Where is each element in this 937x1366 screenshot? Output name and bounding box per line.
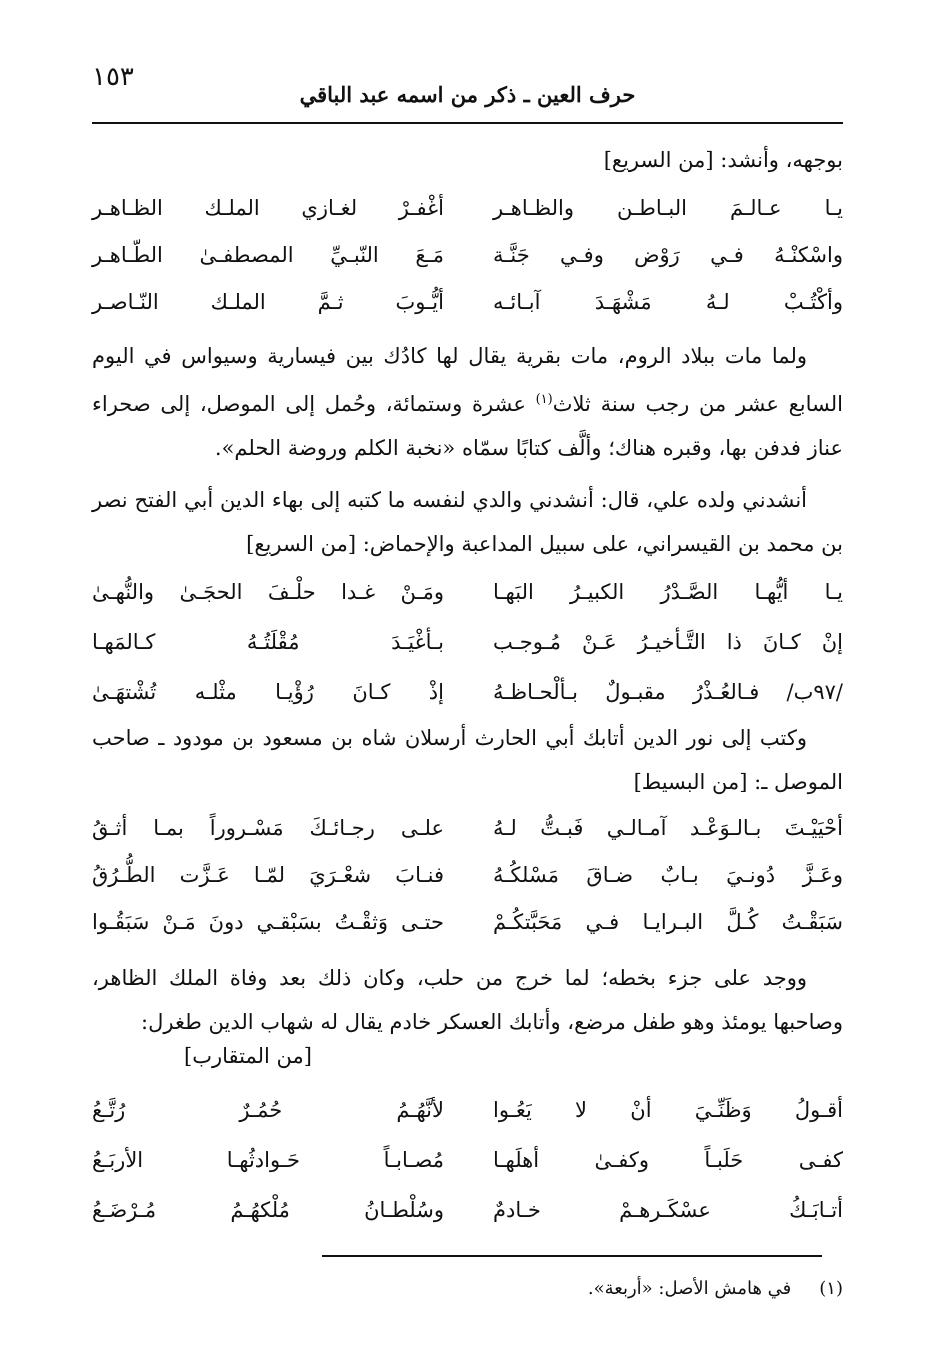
verse-line xyxy=(92,670,843,714)
paragraph-text: ولما مات ببلاد الروم، مات بقرية يقال لها كادُك بين فيسارية وسيواس في اليوم السابع عشر من رجب سنة ثلاث xyxy=(92,344,843,416)
verse-first-hemistich: كفـى حَلَبـاً وكفـىٰ أهلَهـا xyxy=(493,1148,843,1172)
verse-line xyxy=(92,1188,843,1232)
paragraph-text: أنشدني ولده علي، قال: أنشدني والدي لنفسه ما كتبه إلى بهاء الدين أبي الفتح نصر بن محمد بن القيسراني، على سبيل المداعبة والإحماض: xyxy=(92,488,843,556)
poem-1 xyxy=(92,186,843,324)
verse-line xyxy=(92,853,843,897)
footnote xyxy=(588,1274,843,1304)
verse-second-hemistich: مَـعَ النّبـيِّ المصطفـىٰ الطّـاهـر xyxy=(92,243,444,267)
verse-line xyxy=(92,233,843,277)
paragraph-death xyxy=(92,334,843,470)
meter-label: [من السريع] xyxy=(603,148,714,172)
meter-label: [من السريع] xyxy=(246,532,357,556)
footnote-number: (١) xyxy=(819,1278,843,1299)
verse-line xyxy=(92,280,843,324)
meter-label: [من البسيط] xyxy=(633,770,748,794)
page-number: ١٥٣ xyxy=(92,62,134,92)
footnote-reference: (١) xyxy=(535,392,553,407)
paragraph-recitation xyxy=(92,478,843,566)
verse-line xyxy=(92,570,843,614)
verse-second-hemistich: حتـى وَثقْـتُ بسَبْقـي دونَ مَـنْ سَبَقُـوا xyxy=(92,910,444,934)
verse-first-hemistich: إنْ كـانَ ذا التَّـأخيـرُ عَـنْ مُـوجـب xyxy=(493,630,843,654)
verse-first-hemistich: واسْكنْـهُ فـي رَوْض وفـي جَنَّـة xyxy=(493,243,843,267)
verse-second-hemistich: مُصـابـاً حَـوادثُهـا الأربَـعُ xyxy=(92,1148,444,1172)
paragraph-text: وكتب إلى نور الدين أتابك أبي الحارث أرسلان شاه بن مسعود بن مودود ـ صاحب الموصل ـ: xyxy=(92,726,843,794)
verse-line xyxy=(92,806,843,850)
verse-second-hemistich: إذْ كـانَ رُؤْيـا مثْلـه تُشْتهَـىٰ xyxy=(92,680,444,704)
verse-line xyxy=(92,1138,843,1182)
verse-first-hemistich: يـا أيُّهـا الصَّـدْرُ الكبيـرُ البَهـا xyxy=(493,580,843,604)
verse-first-hemistich: أحْيَيْـتَ بـالـوَعْـد آمـالـي فَبـتُّ لـهُ xyxy=(493,816,843,840)
verse-line xyxy=(92,900,843,944)
verse-first-hemistich: سَبَقْـتُ كُـلَّ البـرايـا فـي مَحَبَّتكُـمْ xyxy=(493,910,843,934)
verse-first-hemistich: /٩٧ب/ فـالعُـذْرُ مقبـولٌ بـألْحـاظـهُ xyxy=(493,680,843,704)
paragraph-intro xyxy=(92,138,843,182)
verse-second-hemistich: بـأغْيَـدَ مُقْلَتُـهُ كـالمَهـا xyxy=(92,630,444,654)
verse-second-hemistich: فنـابَ شعْـرَيَ لمّـا عَـزَّت الطُّـرُقُ xyxy=(92,863,444,887)
verse-first-hemistich: أتـابَـكُ عسْكَـرهـمْ خـادمٌ xyxy=(493,1198,843,1222)
poem-2 xyxy=(92,570,843,714)
verse-first-hemistich: وعَـزَّ دُونـيَ بـابٌ ضـاقَ مَسْلكُـهُ xyxy=(493,863,843,887)
poem-4 xyxy=(92,1088,843,1232)
verse-second-hemistich: أيُّـوبَ ثـمَّ الملـك النّـاصـر xyxy=(92,290,444,314)
poem-3 xyxy=(92,806,843,944)
paragraph-text: ووجد على جزء بخطه؛ لما خرج من حلب، وكان ذلك بعد وفاة الملك الظاهر، وصاحبها يومئذ وهو طفل مرضع، وأتابك العسكر خادم يقال له شهاب الدين طغرل: xyxy=(92,966,843,1034)
verse-second-hemistich: علـى رجـائـكَ مَسْـروراً بمـا أثـقُ xyxy=(92,816,444,840)
paragraph-manuscript xyxy=(92,956,843,1044)
footnote-rule xyxy=(322,1255,822,1257)
verse-second-hemistich: ومَـنْ غـدا حلْـفَ الحجَـىٰ والنُّهـىٰ xyxy=(92,580,444,604)
header-rule xyxy=(92,122,843,124)
paragraph-text: بوجهه، وأنشد: xyxy=(720,148,843,172)
verse-line xyxy=(92,186,843,230)
verse-second-hemistich: أغْفـرْ لغـازي الملـك الظـاهـر xyxy=(92,196,444,220)
verse-first-hemistich: وأكْتُـبْ لـهُ مَشْهَـدَ آبـائـه xyxy=(493,290,843,314)
footnote-text: في هامش الأصل: «أربعة». xyxy=(587,1278,792,1299)
verse-second-hemistich: لأنَّهُـمُ حُمُـرٌ رُتَّـعُ xyxy=(92,1098,444,1122)
verse-second-hemistich: وسُلْطـانُ مُلْكهُـمُ مُـرْضَـعُ xyxy=(92,1198,444,1222)
paragraph-letter xyxy=(92,716,843,804)
meter-label: [من المتقارب] xyxy=(184,1044,312,1068)
verse-line xyxy=(92,620,843,664)
verse-first-hemistich: يـا عـالـمَ البـاطـن والظـاهـر xyxy=(493,196,843,220)
verse-first-hemistich: أقـولُ وَظَنِّـيَ أنْ لا يَعُـوا xyxy=(493,1098,843,1122)
verse-line xyxy=(92,1088,843,1132)
running-head: حرف العين ـ ذكر من اسمه عبد الباقي xyxy=(299,82,636,107)
paragraph-text: عشرة وستمائة، وحُمل إلى الموصل، إلى صحراء عناز فدفن بها، وقبره هناك؛ وألَّف كتابًا سمّاه «نخبة الكلم وروضة الحلم». xyxy=(92,392,843,460)
